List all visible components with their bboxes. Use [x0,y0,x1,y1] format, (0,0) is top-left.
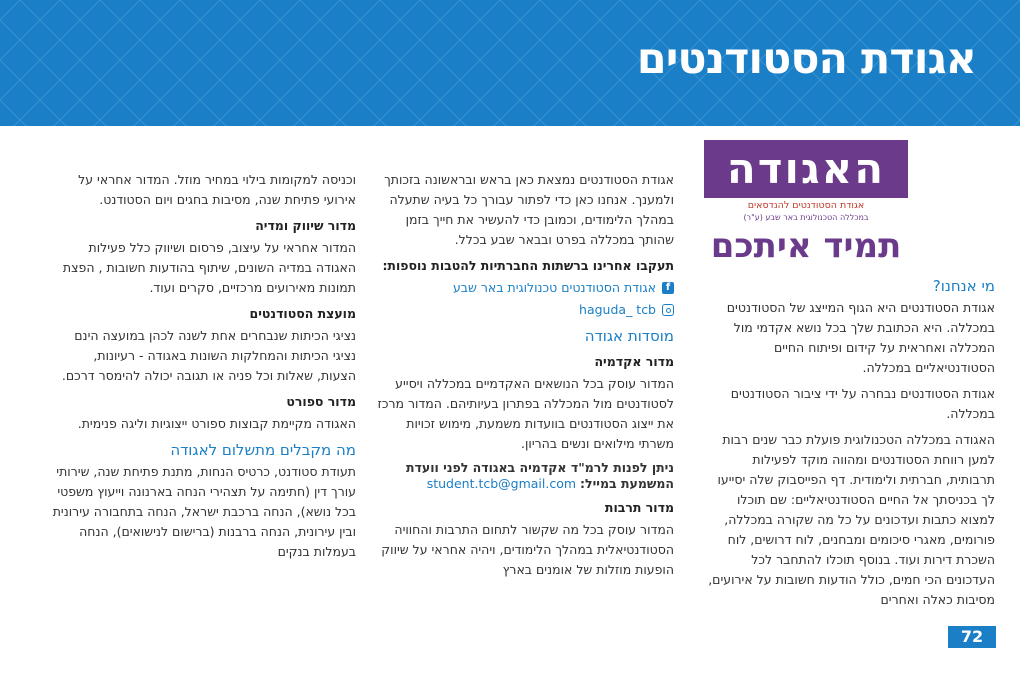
subheading-council: מועצת הסטודנטים [249,306,356,321]
instagram-link[interactable] [376,300,674,320]
facebook-label: אגודת הסטודנטים טכנולוגית באר שבע [452,280,656,295]
follow-heading: תעקבו אחרינו ברשתות החברתיות להטבות נוספות: [382,258,674,273]
contact-block [376,460,674,492]
page-number: 72 [948,626,996,648]
logo-slogan: תמיד איתכם [710,226,902,266]
instagram-icon [662,304,674,316]
instagram-label: haguda_ tcb [579,302,656,317]
paragraph: נציגי הכיתות שנבחרים אחת לשנה לכהן במועצה הינם נציגי הכיתות והמחלקות השונות באגודה - רעיונות, הצעות, שאלות וכל פניה או תגובה יכולה להימסר דרכם. [61,328,356,383]
paragraph: וכניסה למקומות בילוי במחיר מוזל. המדור אחראי על אירועי פתיחת שנה, מסיבות בחגים ויום הסטודנט. [78,172,356,207]
paragraph: המדור עוסק בכל הנושאים האקדמיים במכללה ויסייע לסטודנטים מול המכללה בפתרון בעיותיהם. המדור מרכז את ייצוג הסטודנטים בוועדות משמעת, מימוש זכויות משרתי מילואים ונשים בהריון. [377,376,674,451]
agudah-logo [700,140,912,270]
paragraph: האגודה מקיימת קבוצות ספורט ייצוגיות וליגה פנימית. [77,416,356,431]
section-heading-who: מי אנחנו? [932,277,995,295]
logo-tagline: אגודת הסטודנטים להנדסאים [747,200,865,211]
subheading-marketing: מדור שיווק ומדיה [255,218,356,233]
logo-wordmark: האגודה [704,140,908,198]
contact-label: ניתן לפנות לרמ"ד אקדמיה באגודה לפני וועדת המשמעת במייל: [406,460,674,491]
subheading-sport: מדור ספורט [286,394,356,409]
column-middle [376,170,674,586]
paragraph: תעודת סטודנט, כרטיס הנחות, מתנת פתיחת שנה, שירותי עורך דין (חתימה על תצהירי הנחה בארנונה וייעוץ משפטי בכל נושא), הנחה ברכבת ישראל, הנחה בתחבורה עירונית ובין עירונית, הנחה ברבנות (ברישום לנישואים), הנחה בעמלות בנקים [52,464,356,559]
page-title: אגודת הסטודנטים [636,34,976,84]
column-right [700,140,995,616]
logo-subtagline: במכללה הטכנולוגית באר שבע (ע"ר) [743,213,869,222]
paragraph: אגודת הסטודנטים נמצאת כאן בראש ובראשונה בזכותך ולמענך. אנחנו כאן כדי לפתור עבורך כל בעיה שתעלה במהלך הלימודים, וכמובן כדי להעשיר את חייך בזמן שהותך במכללה בפרט ובבאר שבע בכלל. [384,172,674,247]
section-heading-institutions: מוסדות אגודה [584,327,674,345]
paragraph: המדור עוסק בכל מה שקשור לתחום התרבות והחוויה הסטודנטיאלית במהלך הלימודים, ויהיה אחראי על שיווק הופעות מוזלות של אומנים בארץ [381,522,674,577]
paragraph: המדור אחראי על עיצוב, פרסום ושיווק כלל פעילות האגודה במדיה השונים, שיתוף בהודעות חשובות , הפצת תמונות מאירועים מרכזיים, סקרים ועוד. [62,240,356,295]
paragraph: אגודת הסטודנטים היא הגוף המייצג של הסטודנטים במכללה. היא הכתובת שלך בכל נושא אקדמי מול המכללה ואחראית על קידום ופיתוח החיים הסטודנטיאליים במכללה. [726,300,995,375]
header-banner [0,0,1020,126]
paragraph: אגודת הסטודנטים נבחרה על ידי ציבור הסטודנטים במכללה. [730,386,995,421]
section-heading-benefits: מה מקבלים מתשלום לאגודה [170,441,356,459]
email-link[interactable]: student.tcb@gmail.com [426,476,577,491]
facebook-link[interactable] [376,278,674,298]
subheading-culture: מדור תרבות [604,500,674,515]
paragraph: האגודה במכללה הטכנולוגית פועלת כבר שנים רבות למען רווחת הסטודנטים ומהווה מוקד לפעילות תרבותית, חברתית ולימודית. דף הפייסבוק שלה יסייעו לך בכניסתך אל החיים הסטודנטיאליים: שם תוכלו למצוא כתבות ועדכונים על כל מה שקורה במכללה, פורומים, מאגרי סיכומים ומבחנים, לוח דרושים, לוח השכרת דירות ועוד. בנוסף תוכלו להתחבר לכל העדכונים הכי חמים, כולל הודעות חשובות על אירועים, מסיבות כאלה ואחרים [708,432,995,607]
column-left [52,170,356,568]
subheading-academic: מדור אקדמיה [594,354,674,369]
facebook-icon: f [662,282,674,294]
